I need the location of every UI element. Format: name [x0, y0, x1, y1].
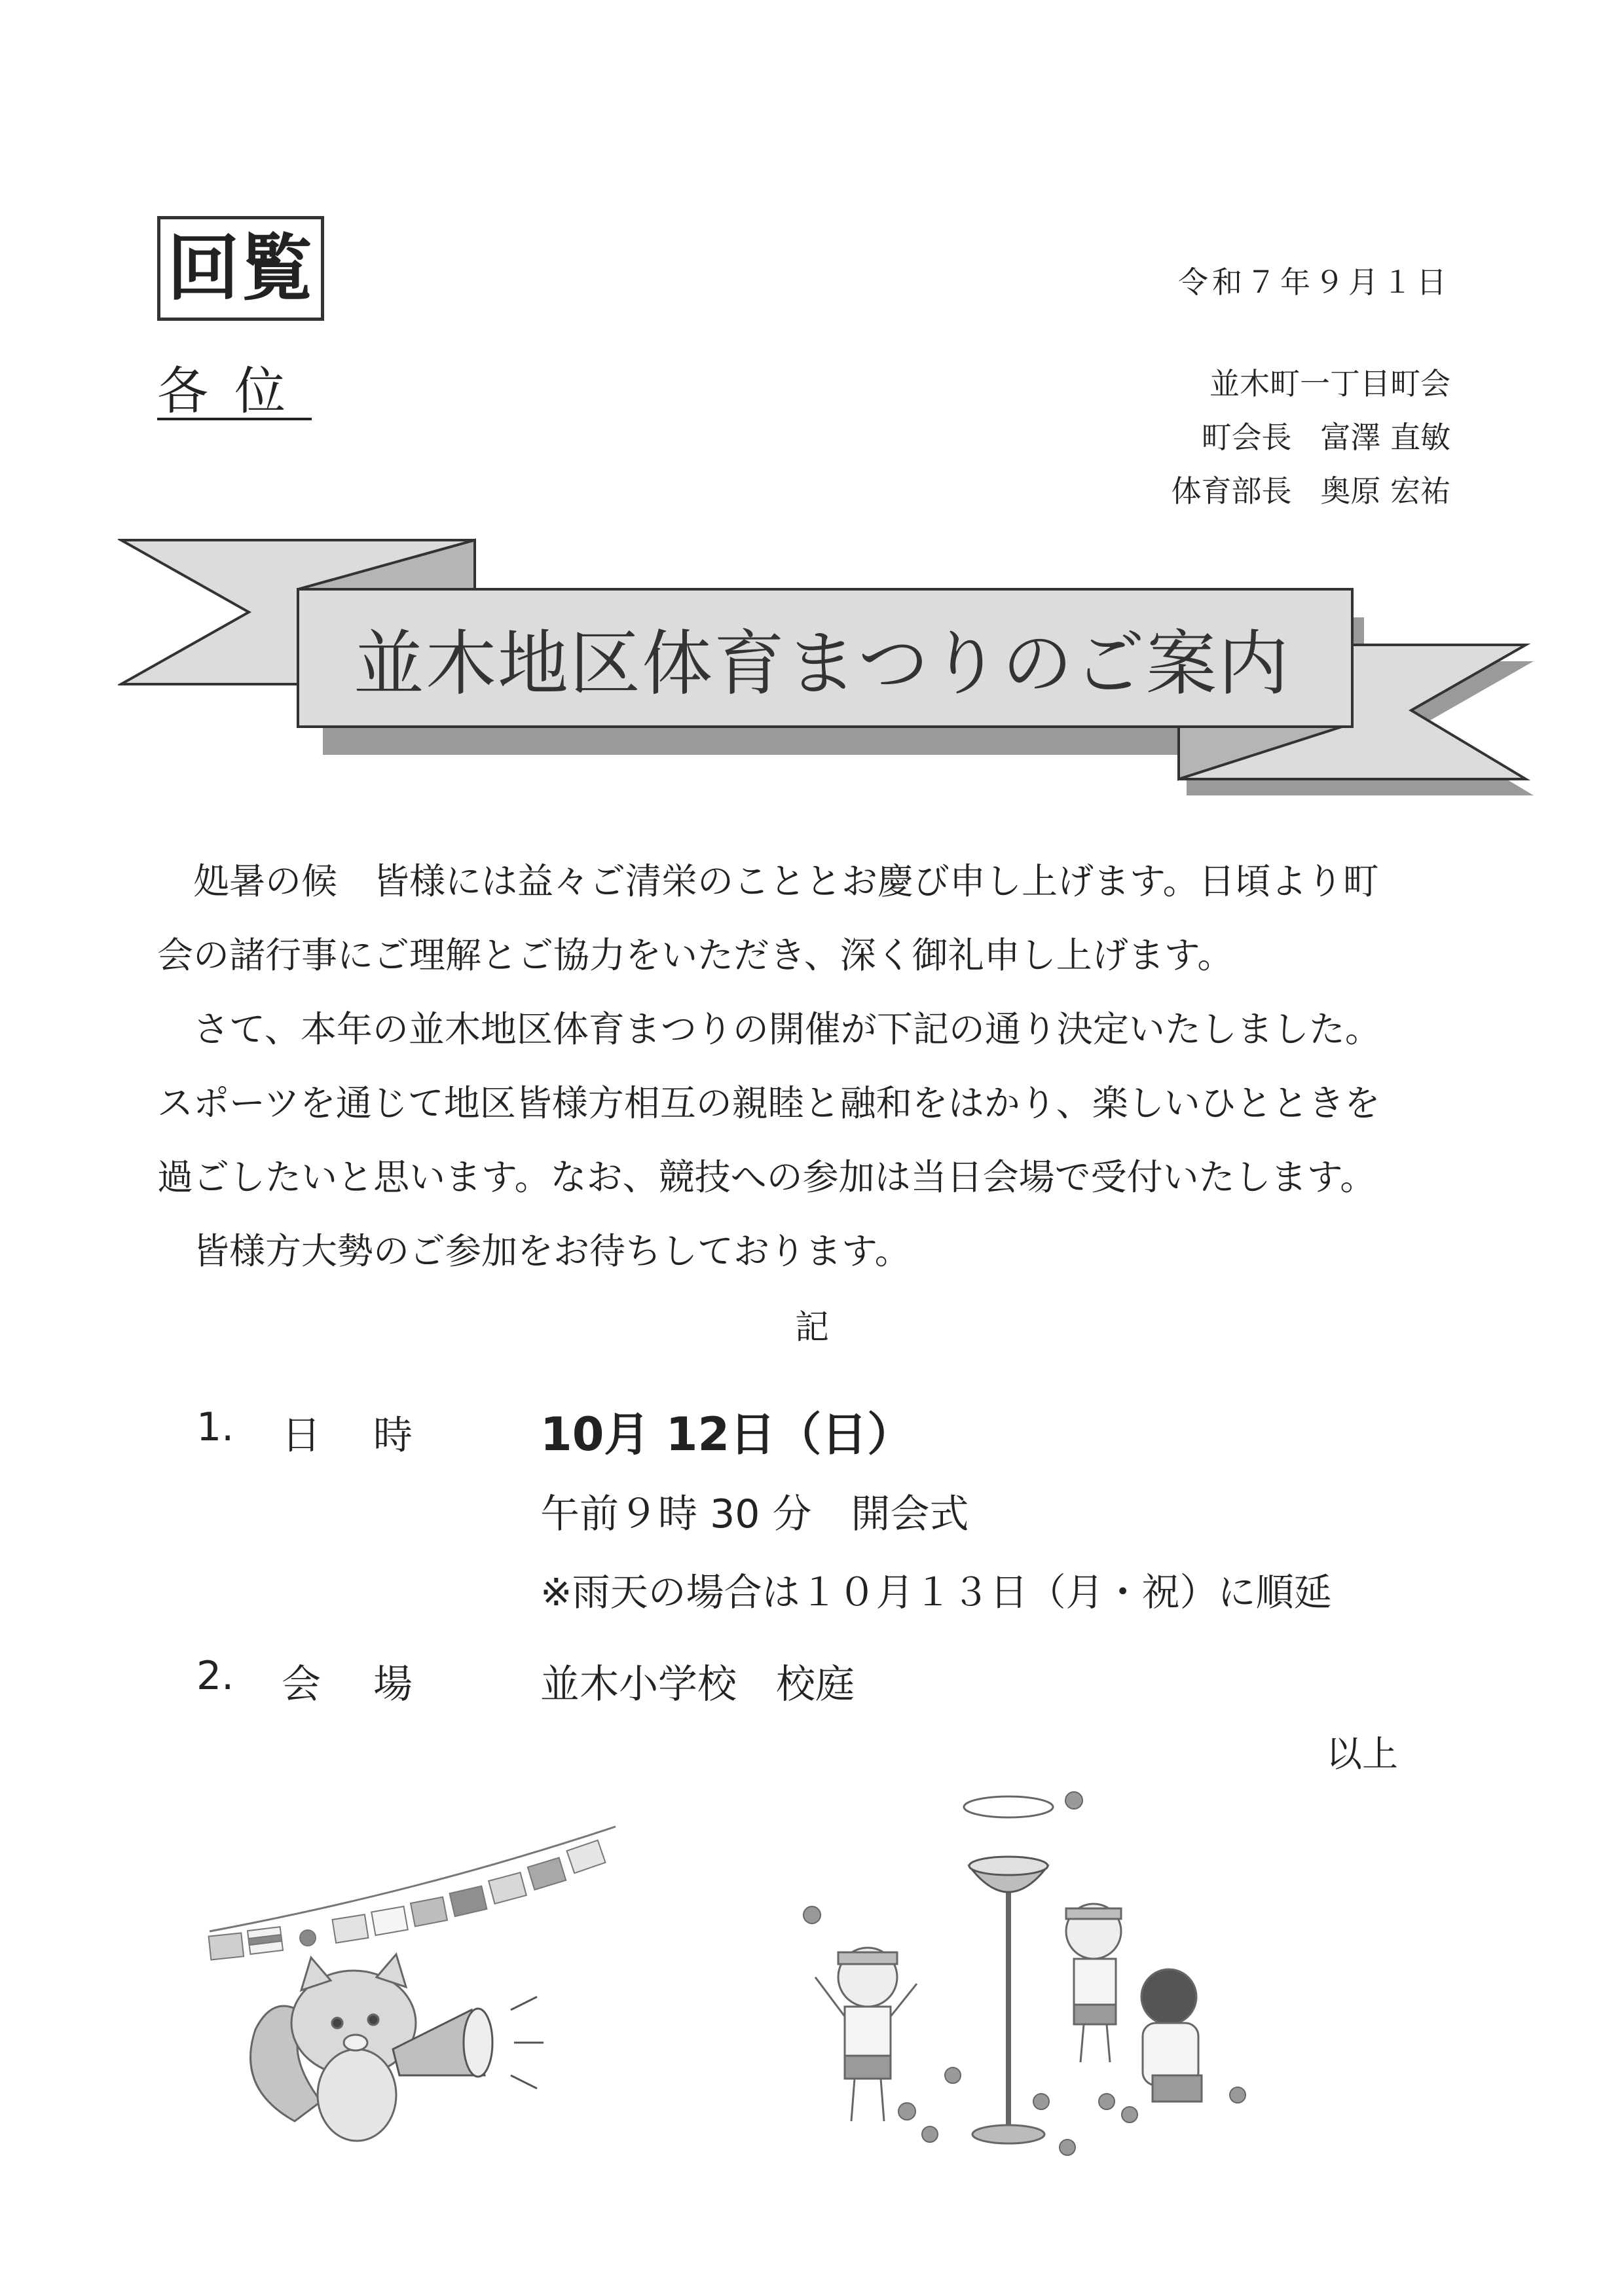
sports-name: 奥原 宏祐: [1320, 473, 1450, 509]
event-date: 10月 12日（日）: [540, 1408, 913, 1461]
sender-sports-director: [1172, 464, 1451, 518]
body-line: 過ごしたいと思います。なお、競技への参加は当日会場で受付いたします。: [157, 1156, 1376, 1198]
body-line: 会の諸行事にご理解とご協力をいただき、深く御礼申し上げます。: [157, 934, 1234, 976]
squirrel-body: [318, 2049, 396, 2141]
flag-icon: [300, 1930, 316, 1946]
child-head: [1141, 1969, 1196, 2024]
kids-ball-toss-illustration: [786, 1768, 1401, 2226]
circulation-stamp: 回覧: [157, 216, 324, 321]
end-mark: 以上: [1325, 1733, 1398, 1775]
ki-heading: 記: [794, 1308, 829, 1347]
flag-icon: [450, 1886, 487, 1916]
sports-title: 体育部長: [1171, 473, 1292, 509]
megaphone-icon: [393, 1997, 544, 2088]
sender-organization: 並木町一丁目町会: [1209, 366, 1450, 401]
event-venue: 並木小学校 校庭: [540, 1662, 855, 1707]
body-line: 皆様方大勢のご参加をお待ちしております。: [193, 1230, 911, 1272]
chairman-title: 町会長: [1201, 420, 1292, 455]
flag-icon: [332, 1914, 368, 1942]
event-time: 午前９時 30 分 開会式: [540, 1491, 969, 1537]
flag-icon: [528, 1857, 566, 1889]
item2-label: 会場: [282, 1662, 465, 1707]
banner-title: 並木地区体育まつりのご案内: [353, 623, 1290, 705]
item2-number: 2.: [196, 1653, 234, 1699]
item1-label: 日時: [282, 1413, 465, 1459]
body-text: [157, 845, 1473, 1288]
document-date: 令和７年９月１日: [1178, 264, 1450, 300]
flag-icon: [411, 1897, 447, 1927]
flag-icon: [567, 1840, 606, 1873]
addressee: 各位: [157, 362, 312, 421]
body-line: 処暑の候 皆様には益々ご清栄のこととお慶び申し上げます。日頃より町: [193, 860, 1379, 902]
flag-icon: [371, 1906, 407, 1935]
sender-block: [1172, 357, 1451, 518]
body-line: スポーツを通じて地区皆様方相互の親睦と融和をはかり、楽しいひとときを: [157, 1082, 1380, 1124]
flag-icon: [489, 1872, 526, 1904]
squirrel-megaphone-illustration: [196, 1813, 694, 2167]
rain-note: ※雨天の場合は１０月１３日（月・祝）に順延: [540, 1570, 1332, 1614]
body-line: さて、本年の並木地区体育まつりの開催が下記の通り決定いたしました。: [193, 1008, 1381, 1050]
sender-chairman: [1172, 410, 1451, 464]
chairman-name: 富澤 直敏: [1320, 420, 1450, 455]
item1-number: 1.: [196, 1404, 234, 1450]
flag-icon: [209, 1933, 244, 1959]
